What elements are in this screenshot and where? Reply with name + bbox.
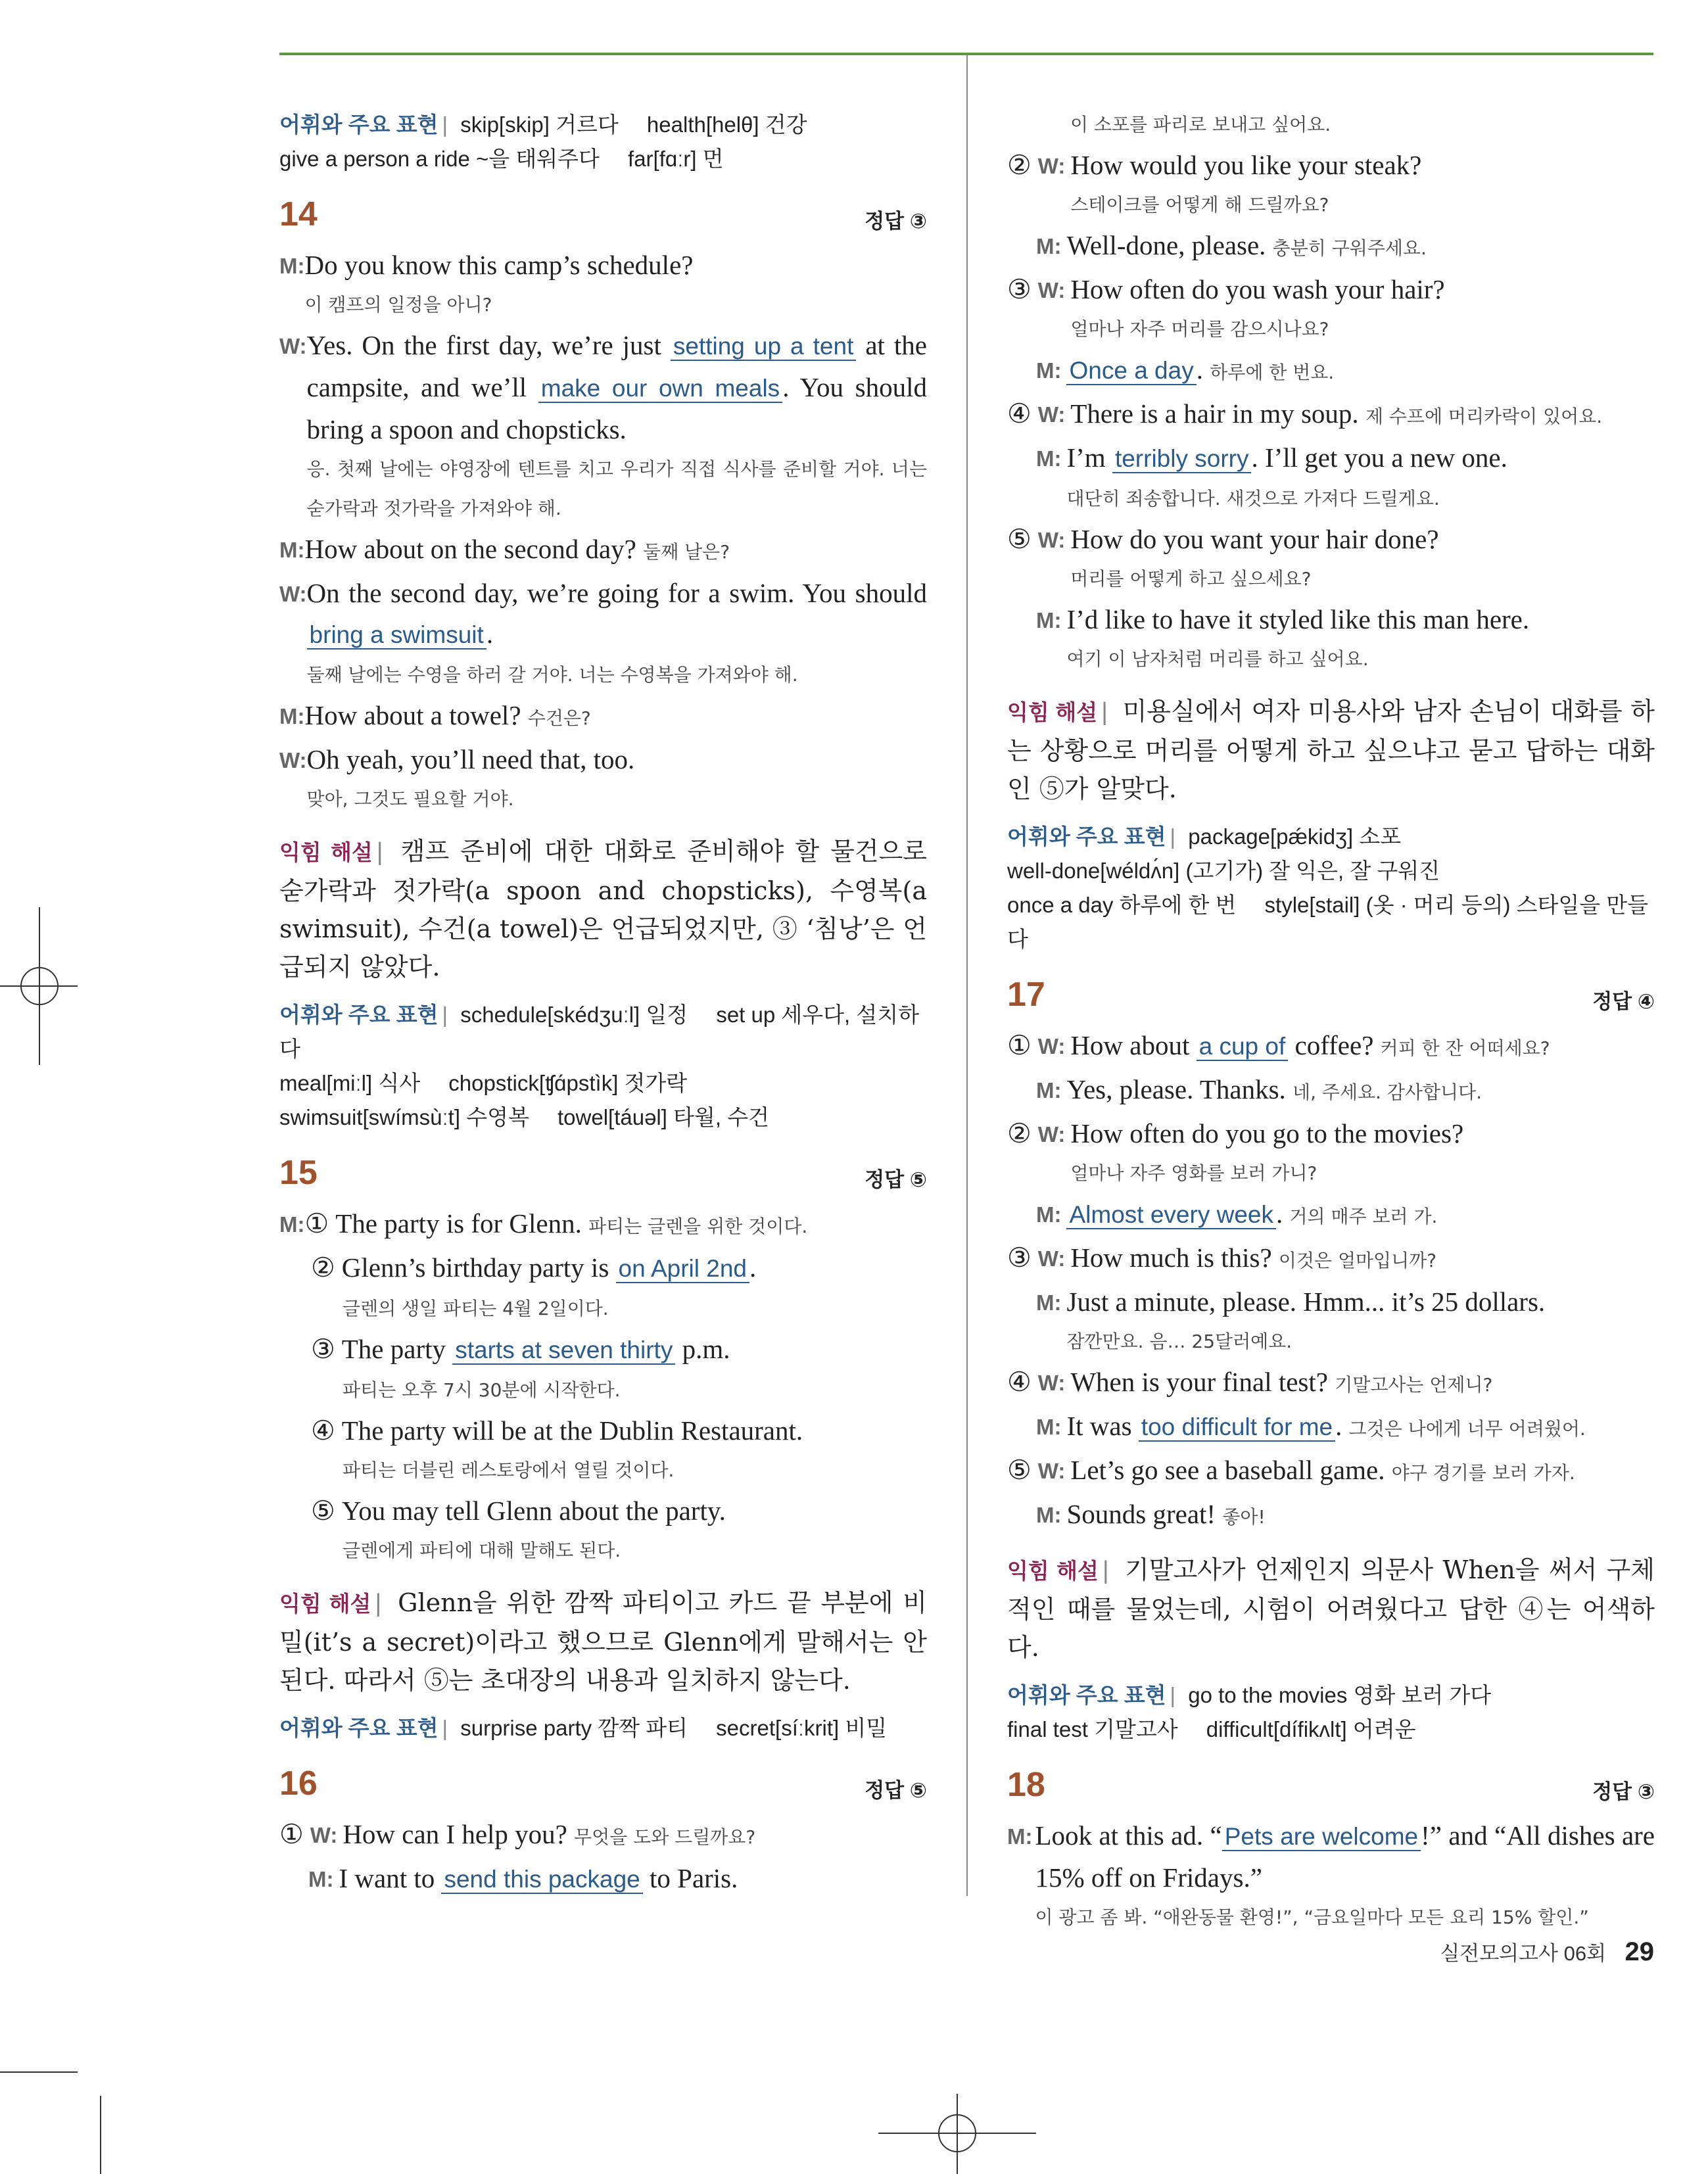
vocab-item: once a day 하루에 한 번	[1007, 893, 1237, 917]
answer-label: 정답 ③	[865, 210, 927, 233]
blank-answer: send this package	[441, 1866, 642, 1894]
translation: 그것은 나에게 너무 어려웠어.	[1348, 1418, 1586, 1440]
blank-answer: on April 2nd	[616, 1255, 749, 1283]
explanation-text: Glenn을 위한 깜짝 파티이고 카드 끝 부분에 비밀(it’s a secret)이라고 했으므로 Glenn에게 말해서는 안 된다. 따라서 ⑤는 초대장의 내용과 일치하지 않는다.	[279, 1588, 927, 1695]
speaker-label: W:	[279, 582, 307, 606]
translation: 무엇을 도와 드릴까요?	[574, 1826, 756, 1848]
translation: 커피 한 잔 어떠세요?	[1380, 1037, 1550, 1059]
dialogue-text: Yes. On the first day, we’re just	[306, 330, 671, 360]
answer-label: 정답 ③	[1592, 1780, 1655, 1803]
vocab-item: difficult[dífikʌlt] 어려운	[1206, 1717, 1416, 1741]
dialogue-text: On the second day, we’re going for a swim. You should	[306, 578, 927, 608]
vocab-item: give a person a ride ~을 태워주다	[279, 147, 600, 171]
option-number: ②	[1007, 150, 1032, 180]
dialogue-text: How about	[1070, 1030, 1197, 1060]
blank-answer: setting up a tent	[671, 333, 856, 361]
column-divider	[966, 55, 968, 1896]
dialogue-text: How often do you go to the movies?	[1070, 1118, 1464, 1148]
dialogue-line	[1007, 1281, 1655, 1361]
translation: 거의 매주 보러 가.	[1289, 1206, 1438, 1227]
vocab-item: surprise party 깜짝 파티	[460, 1716, 688, 1740]
option-number: ④	[311, 1415, 335, 1446]
translation: 파티는 오후 7시 30분에 시작한다.	[343, 1379, 621, 1401]
page-footer	[1440, 1937, 1654, 1967]
dialogue-text: How about on the second day?	[304, 534, 636, 564]
question-header-17	[1007, 975, 1655, 1014]
translation: 이 캠프의 일정을 아니?	[304, 294, 492, 316]
option-number: ②	[1007, 1118, 1032, 1148]
answer-label: 정답 ⑤	[865, 1779, 927, 1802]
translation: 하루에 한 번요.	[1210, 362, 1335, 383]
dialogue-text: Look at this ad. “	[1035, 1820, 1222, 1851]
explanation-text: 캠프 준비에 대한 대화로 준비해야 할 물건으로 숟가락과 젓가락(a spoon and chopsticks), 수영복(a swimsuit), 수건(a towel)은 언급되었지만, ③ ‘침낭’은 언급되지 않았다.	[279, 837, 927, 981]
page-number: 29	[1625, 1937, 1654, 1966]
blank-answer: Once a day	[1066, 357, 1196, 385]
dialogue-line	[1007, 1069, 1655, 1113]
vocab-label: 어휘와 주요 표현	[279, 1716, 439, 1740]
dialogue-line	[1007, 437, 1655, 519]
speaker-label: W:	[1037, 278, 1066, 302]
vocab-box-17: 어휘와 주요 표현 | go to the movies 영화 보러 가다 final test 기말고사 difficult[dífikʌlt] 어려운	[1007, 1683, 1492, 1741]
vocab-item: skip[skip] 거르다	[460, 112, 619, 137]
dialogue-line	[1007, 1406, 1655, 1450]
dialogue-line	[1007, 1450, 1655, 1494]
option-number: ④	[1007, 1367, 1032, 1397]
blank-answer: bring a swimsuit	[307, 621, 486, 650]
speaker-label: W:	[1037, 1122, 1066, 1146]
vocab-label: 어휘와 주요 표현	[1007, 1683, 1166, 1707]
vocab-item: chopstick[ʧɑ́pstìk] 젓가락	[448, 1071, 688, 1095]
speaker-label: M:	[1036, 1415, 1062, 1439]
dialogue-text: I’d like to have it styled like this man here.	[1066, 604, 1530, 634]
vocab-item: health[helθ] 건강	[646, 112, 807, 137]
explanation-15: 익힘 해설 | Glenn을 위한 깜짝 파티이고 카드 끝 부분에 비밀(it’s a secret)이라고 했으므로 Glenn에게 말해서는 안 된다. 따라서 ⑤는 초대장의 내용과 일치하지 않는다.	[279, 1588, 927, 1695]
question-number: 14	[279, 195, 318, 233]
translation: 글렌의 생일 파티는 4월 2일이다.	[343, 1298, 609, 1319]
vocab-item: schedule[skédʒuːl] 일정	[460, 1003, 688, 1027]
option-line	[279, 1247, 927, 1329]
dialogue-text: .	[1335, 1411, 1342, 1441]
option-text: The party is for Glenn.	[335, 1208, 582, 1239]
dialogue-text: There is a hair in my soup.	[1070, 398, 1359, 429]
dialogue-text: How much is this?	[1070, 1242, 1272, 1273]
dialogue-text: .	[1275, 1198, 1283, 1229]
dialogue-text: Do you know this camp’s schedule?	[304, 250, 694, 280]
option-number: ②	[311, 1252, 335, 1283]
translation: 이것은 얼마입니까?	[1278, 1250, 1437, 1271]
vocab-box-13: 어휘와 주요 표현 | skip[skip] 거르다 health[helθ] 건강 give a person a ride ~을 태워주다 far[fɑːr] 먼	[279, 112, 807, 171]
dialogue-text: Just a minute, please. Hmm... it’s 25 dollars.	[1066, 1287, 1546, 1317]
question-number: 18	[1007, 1766, 1045, 1804]
speaker-label: M:	[1036, 234, 1062, 258]
dialogue-line	[1007, 145, 1655, 225]
speaker-label: M:	[1036, 1290, 1062, 1315]
option-number: ①	[279, 1819, 304, 1849]
translation: 얼마나 자주 머리를 감으시나요?	[1070, 318, 1329, 340]
option-line	[279, 1203, 927, 1247]
vocab-box-14: 어휘와 주요 표현 | schedule[skédʒuːl] 일정 set up 세우다, 설치하다 meal[miːl] 식사 chopstick[ʧɑ́pstìk] 젓가락 swimsuit[swímsùːt] 수영복 towel[táuəl] 타월, 수건	[279, 1003, 919, 1129]
option-number: ③	[1007, 1242, 1032, 1273]
speaker-label: W:	[310, 1823, 338, 1847]
option-text: .	[749, 1252, 757, 1283]
dialogue-text: !” and “All dishes are 15% off on Fridays.”	[1035, 1820, 1655, 1893]
translation: 얼마나 자주 영화를 보러 가니?	[1070, 1162, 1317, 1184]
translation: 둘째 날에는 수영을 하러 갈 거야. 너는 수영복을 가져와야 해.	[306, 664, 798, 686]
option-line	[279, 1329, 927, 1410]
vocab-item: package[pǽkidʒ] 소포	[1188, 824, 1402, 849]
dialogue-text: coffee?	[1288, 1030, 1374, 1060]
speaker-label: W:	[1037, 1371, 1066, 1395]
blank-answer: starts at seven thirty	[452, 1336, 675, 1365]
explanation-14: 익힘 해설 | 캠프 준비에 대한 대화로 준비해야 할 물건으로 숟가락과 젓가락(a spoon and chopsticks), 수영복(a swimsuit), 수건(a towel)은 언급되었지만, ③ ‘침낭’은 언급되지 않았다.	[279, 837, 927, 981]
explanation-label: 익힘 해설	[279, 840, 373, 864]
dialogue-text: When is your final test?	[1070, 1367, 1328, 1397]
question-number: 15	[279, 1154, 318, 1192]
dialogue-line	[1007, 1815, 1655, 1937]
dialogue-text: . I’ll get you a new one.	[1251, 442, 1507, 473]
dialogue-line	[1007, 225, 1655, 269]
speaker-label: M:	[1036, 1503, 1062, 1527]
option-number: ⑤	[1007, 1455, 1032, 1485]
dialogue-line	[279, 1814, 927, 1858]
vocab-item: towel[táuəl] 타월, 수건	[557, 1105, 769, 1129]
option-number: ①	[1007, 1030, 1032, 1060]
dialogue-text: It was	[1066, 1411, 1139, 1441]
dialogue-line	[279, 739, 927, 819]
option-number: ⑤	[311, 1496, 335, 1526]
translation: 네, 주세요. 감사합니다.	[1293, 1081, 1482, 1103]
registration-mark-icon	[0, 907, 79, 1065]
dialogue-line	[1007, 393, 1655, 437]
dialogue-line	[1007, 1361, 1655, 1406]
speaker-label: M:	[1036, 608, 1062, 632]
speaker-label: W:	[279, 334, 307, 358]
translation: 응. 첫째 날에는 야영장에 텐트를 치고 우리가 직접 식사를 준비할 거야. 너는 숟가락과 젓가락을 가져와야 해.	[306, 458, 927, 519]
dialogue-line	[1007, 1113, 1655, 1193]
vocab-item: go to the movies 영화 보러 가다	[1188, 1683, 1492, 1707]
vocab-item: final test 기말고사	[1007, 1717, 1178, 1741]
dialogue-line	[279, 573, 927, 695]
vocab-label: 어휘와 주요 표현	[279, 1003, 439, 1027]
option-number: ③	[311, 1334, 335, 1364]
speaker-label: W:	[1037, 1246, 1066, 1271]
option-line	[279, 1410, 927, 1490]
dialogue-text: Let’s go see a baseball game.	[1070, 1455, 1385, 1485]
translation: 이 소포를 파리로 보내고 싶어요.	[1070, 114, 1331, 135]
speaker-label: M:	[1036, 1078, 1062, 1102]
vocab-item: far[fɑːr] 먼	[628, 147, 724, 171]
translation: 맞아, 그것도 필요할 거야.	[306, 788, 514, 810]
dialogue-line	[1007, 269, 1655, 349]
speaker-label: W:	[1037, 528, 1066, 552]
translation: 대단히 죄송합니다. 새것으로 가져다 드릴게요.	[1066, 488, 1440, 509]
right-column	[1007, 105, 1655, 1937]
dialogue-text: to Paris.	[642, 1863, 738, 1893]
translation: 스테이크를 어떻게 해 드릴까요?	[1070, 194, 1329, 216]
translation: 파티는 글렌을 위한 것이다.	[588, 1216, 808, 1237]
speaker-label: M:	[308, 1867, 334, 1891]
footer-title: 실전모의고사 06회	[1440, 1942, 1607, 1965]
blank-answer: a cup of	[1197, 1033, 1289, 1061]
speaker-label: M:	[279, 254, 305, 278]
dialogue-text: Yes, please. Thanks.	[1066, 1074, 1286, 1104]
translation: 수건은?	[527, 707, 591, 729]
translation: 여기 이 남자처럼 머리를 하고 싶어요.	[1066, 648, 1369, 670]
question-header-16	[279, 1764, 927, 1803]
option-text: The party	[341, 1334, 453, 1364]
dialogue-text: How do you want your hair done?	[1070, 524, 1439, 554]
option-text: The party will be at the Dublin Restaurant.	[341, 1415, 803, 1446]
translation: 제 수프에 머리카락이 있어요.	[1365, 406, 1603, 427]
vocab-item: set up 세우다, 설치하다	[279, 1003, 919, 1061]
option-text: p.m.	[675, 1334, 730, 1364]
explanation-17: 익힘 해설 | 기말고사가 언제인지 의문사 When을 써서 구체적인 때를 물었는데, 시험이 어려웠다고 답한 ④는 어색하다.	[1007, 1555, 1655, 1662]
option-text: Glenn’s birthday party is	[341, 1252, 616, 1283]
translation: 좋아!	[1222, 1506, 1266, 1528]
left-column	[279, 99, 927, 1900]
dialogue-text: Well-done, please.	[1066, 230, 1266, 260]
dialogue-line	[279, 529, 927, 573]
blank-answer: Pets are welcome	[1222, 1823, 1421, 1851]
vocab-item: well-done[wéldʌ́n] (고기가) 잘 익은, 잘 구워진	[1007, 859, 1440, 883]
translation: 잠깐만요. 음… 25달러예요.	[1066, 1331, 1293, 1352]
blank-answer: Almost every week	[1066, 1201, 1276, 1229]
translation: 기말고사는 언제니?	[1335, 1374, 1493, 1396]
dialogue-text: I’m	[1066, 442, 1112, 473]
vocab-item: style[stail] (옷 · 머리 등의) 스타일을 만들다	[1007, 893, 1649, 951]
dialogue-line	[279, 695, 927, 739]
question-number: 16	[279, 1764, 318, 1803]
option-text: You may tell Glenn about the party.	[341, 1496, 726, 1526]
option-line	[279, 1490, 927, 1571]
blank-answer: make our own meals	[538, 375, 782, 403]
vocab-item: meal[miːl] 식사	[279, 1071, 421, 1095]
translation: 둘째 날은?	[643, 541, 730, 563]
speaker-label: M:	[1036, 1202, 1062, 1227]
translation: 글렌에게 파티에 대해 말해도 된다.	[343, 1540, 621, 1561]
speaker-label: W:	[1037, 154, 1066, 178]
vocab-label: 어휘와 주요 표현	[279, 112, 439, 137]
question-number: 17	[1007, 976, 1045, 1014]
speaker-label: W:	[1037, 402, 1066, 427]
question-header-14	[279, 195, 927, 234]
speaker-label: W:	[279, 748, 307, 772]
blank-answer: terribly sorry	[1112, 445, 1252, 473]
dialogue-line	[1007, 1237, 1655, 1281]
translation: 충분히 구워주세요.	[1272, 237, 1427, 259]
vocab-box-16: 어휘와 주요 표현 | package[pǽkidʒ] 소포 well-done[wéldʌ́n] (고기가) 잘 익은, 잘 구워진 once a day 하루에 한 번 style[stail] (옷 · 머리 등의) 스타일을 만들다	[1007, 824, 1649, 951]
dialogue-line	[1007, 599, 1655, 679]
speaker-label: M:	[279, 538, 305, 562]
vocab-item: secret[síːkrit] 비밀	[716, 1716, 888, 1740]
speaker-label: W:	[1037, 1034, 1066, 1058]
dialogue-text: How often do you wash your hair?	[1070, 274, 1445, 304]
dialogue-text: Sounds great!	[1066, 1499, 1216, 1529]
dialogue-text: .	[486, 619, 494, 649]
speaker-label: W:	[1037, 1459, 1066, 1483]
dialogue-line	[1007, 1494, 1655, 1538]
option-number: ①	[304, 1208, 329, 1239]
dialogue-line	[279, 1858, 927, 1900]
dialogue-text: How would you like your steak?	[1070, 150, 1422, 180]
speaker-label: M:	[279, 704, 305, 728]
translation: 파티는 더블린 레스토랑에서 열릴 것이다.	[343, 1459, 675, 1481]
dialogue-text: I want to	[339, 1863, 442, 1893]
question-header-15	[279, 1153, 927, 1193]
translation: 야구 경기를 보러 가자.	[1391, 1462, 1575, 1484]
speaker-label: M:	[1036, 446, 1062, 471]
option-number: ④	[1007, 398, 1032, 429]
dialogue-text: Oh yeah, you’ll need that, too.	[306, 744, 635, 774]
dialogue-line	[279, 325, 927, 529]
dialogue-line	[1007, 519, 1655, 599]
dialogue-text: at the campsite, and we’ll	[306, 330, 927, 402]
speaker-label: M:	[1036, 358, 1062, 383]
vocab-label: 어휘와 주요 표현	[1007, 824, 1166, 849]
explanation-label: 익힘 해설	[279, 1592, 371, 1616]
dialogue-line	[1007, 1193, 1655, 1237]
crop-mark-icon	[0, 2071, 105, 2174]
vocab-item: swimsuit[swímsùːt] 수영복	[279, 1105, 529, 1129]
vocab-box-15: 어휘와 주요 표현 | surprise party 깜짝 파티 secret[síːkrit] 비밀	[279, 1716, 888, 1740]
speaker-label: M:	[279, 1212, 305, 1237]
explanation-text: 기말고사가 언제인지 의문사 When을 써서 구체적인 때를 물었는데, 시험이 어려웠다고 답한 ④는 어색하다.	[1007, 1555, 1655, 1662]
dialogue-line	[1007, 1025, 1655, 1069]
dialogue-text: How can I help you?	[343, 1819, 567, 1849]
speaker-label: M:	[1007, 1824, 1033, 1849]
registration-mark-icon	[878, 2094, 1036, 2174]
explanation-16: 익힘 해설 | 미용실에서 여자 미용사와 남자 손님이 대화를 하는 상황으로 머리를 어떻게 하고 싶으냐고 묻고 답하는 대화인 ⑤가 알맞다.	[1007, 697, 1655, 803]
blank-answer: too difficult for me	[1139, 1413, 1335, 1442]
option-number: ③	[1007, 274, 1032, 304]
option-number: ⑤	[1007, 524, 1032, 554]
question-header-18	[1007, 1765, 1655, 1805]
answer-label: 정답 ⑤	[865, 1168, 927, 1191]
dialogue-text: How about a towel?	[304, 700, 521, 730]
dialogue-line	[1007, 349, 1655, 393]
explanation-label: 익힘 해설	[1007, 1559, 1099, 1583]
translation: 머리를 어떻게 하고 싶으세요?	[1070, 568, 1312, 590]
explanation-label: 익힘 해설	[1007, 700, 1098, 724]
dialogue-text: . You should bring a spoon and chopsticks.	[306, 372, 927, 444]
explanation-text: 미용실에서 여자 미용사와 남자 손님이 대화를 하는 상황으로 머리를 어떻게 하고 싶으냐고 묻고 답하는 대화인 ⑤가 알맞다.	[1007, 697, 1655, 803]
answer-label: 정답 ④	[1592, 990, 1655, 1013]
dialogue-line	[279, 245, 927, 325]
translation: 이 광고 좀 봐. “애완동물 환영!”, “금요일마다 모든 요리 15% 할인.”	[1035, 1906, 1589, 1928]
dialogue-text: .	[1196, 354, 1203, 385]
